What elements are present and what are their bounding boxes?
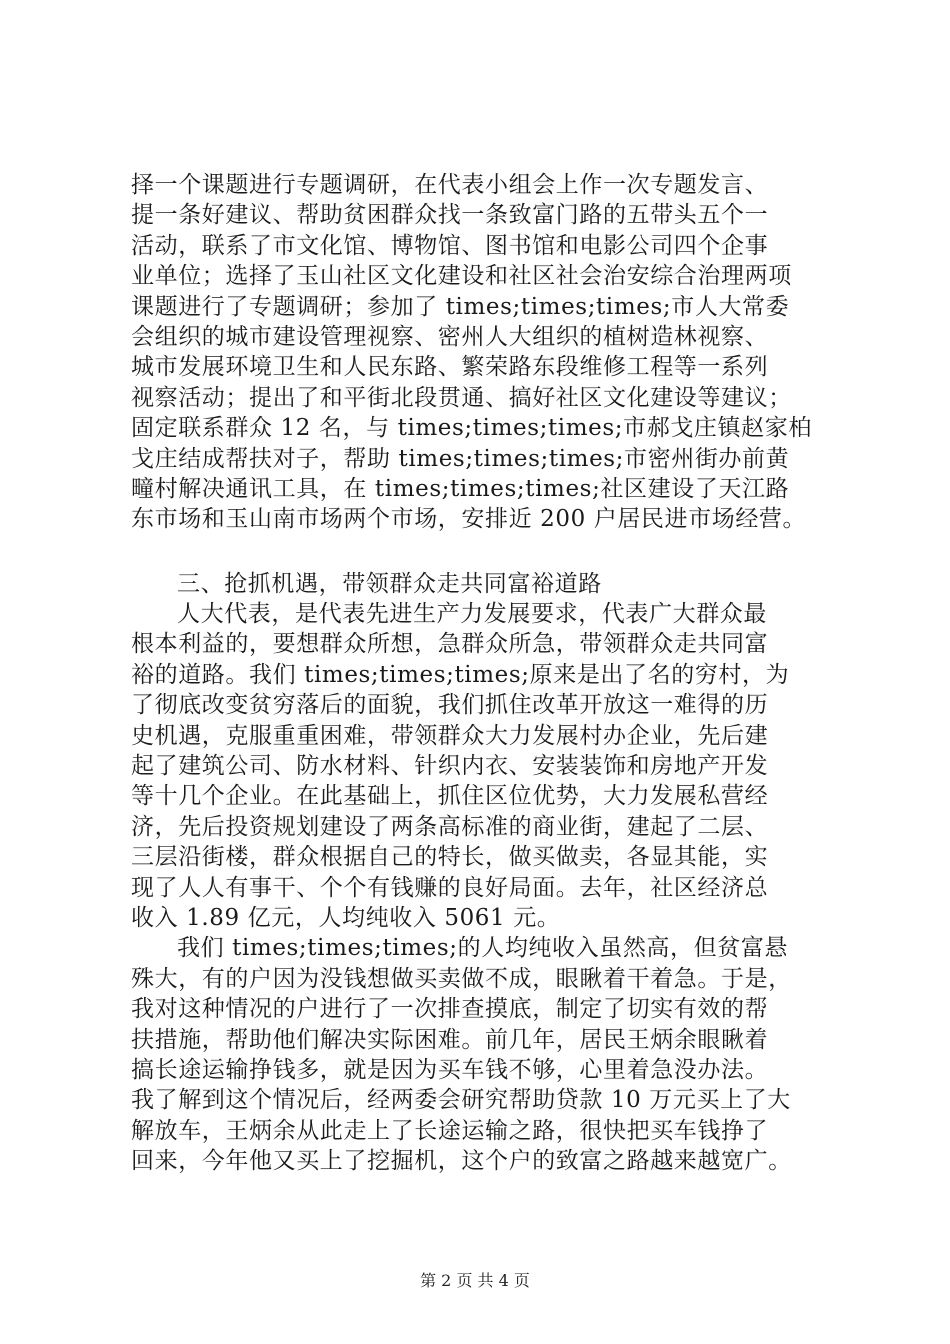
paragraph-line: 人大代表，是代表先进生产力发展要求，代表广大群众最	[177, 601, 767, 628]
paragraph-line: 提一条好建议、帮助贫困群众找一条致富门路的五带头五个一	[131, 202, 769, 229]
paragraph-line: 东市场和玉山南市场两个市场，安排近 200 户居民进市场经营。	[131, 506, 807, 533]
page-number-footer: 第 2 页 共 4 页	[420, 1271, 530, 1290]
paragraph-line: 殊大，有的户因为没钱想做买卖做不成，眼瞅着干着急。于是，	[131, 965, 792, 992]
paragraph-line: 等十几个企业。在此基础上，抓住区位优势，大力发展私营经	[131, 783, 769, 810]
paragraph-line: 疃村解决通讯工具，在 times;times;times;社区建设了天江路	[131, 475, 790, 502]
paragraph-line: 搞长途运输挣钱多，就是因为买车钱不够，心里着急没办法。	[131, 1056, 769, 1083]
paragraph-line: 我们 times;times;times;的人均纯收入虽然高，但贫富悬	[177, 935, 789, 962]
document-body	[131, 170, 831, 1177]
paragraph-1	[131, 170, 831, 535]
paragraph-line: 根本利益的，要想群众所想，急群众所急，带领群众走共同富	[131, 631, 769, 658]
paragraph-line: 三层沿街楼，群众根据自己的特长，做买做卖，各显其能，实	[131, 844, 769, 871]
paragraph-line: 收入 1.89 亿元，人均纯收入 5061 元。	[131, 904, 561, 931]
paragraph-line: 城市发展环境卫生和人民东路、繁荣路东段维修工程等一系列	[131, 354, 769, 381]
paragraph-line: 视察活动；提出了和平街北段贯通、搞好社区文化建设等建议；	[131, 384, 792, 411]
paragraph-line: 起了建筑公司、防水材料、针织内衣、安装装饰和房地产开发	[131, 753, 769, 780]
paragraph-3	[131, 933, 831, 1176]
paragraph-line: 课题进行了专题调研；参加了 times;times;times;市人大常委	[131, 293, 790, 320]
paragraph-line: 择一个课题进行专题调研，在代表小组会上作一次专题发言、	[131, 172, 769, 198]
paragraph-line: 济，先后投资规划建设了两条高标准的商业街，建起了二层、	[131, 813, 769, 840]
paragraph-line: 回来，今年他又买上了挖掘机，这个户的致富之路越来越宽广。	[131, 1148, 792, 1175]
paragraph-line: 裕的道路。我们 times;times;times;原来是出了名的穷村，为	[131, 661, 790, 688]
paragraph-line: 活动，联系了市文化馆、博物馆、图书馆和电影公司四个企事	[131, 232, 769, 259]
paragraph-2	[131, 599, 831, 933]
paragraph-line: 业单位；选择了玉山社区文化建设和社区社会治安综合治理两项	[131, 263, 792, 290]
paragraph-line: 扶措施，帮助他们解决实际困难。前几年，居民王炳余眼瞅着	[131, 1026, 769, 1053]
paragraph-line: 固定联系群众 12 名，与 times;times;times;市郝戈庄镇赵家柏	[131, 415, 812, 442]
paragraph-line: 我了解到这个情况后，经两委会研究帮助贷款 10 万元买上了大	[131, 1087, 791, 1114]
paragraph-line: 史机遇，克服重重困难，带领群众大力发展村办企业，先后建	[131, 722, 769, 749]
section-heading: 三、抢抓机遇，带领群众走共同富裕道路	[177, 570, 602, 597]
paragraph-line: 解放车，王炳余从此走上了长途运输之路，很快把买车钱挣了	[131, 1117, 769, 1144]
paragraph-line: 了彻底改变贫穷落后的面貌，我们抓住改革开放这一难得的历	[131, 692, 769, 719]
paragraph-line: 戈庄结成帮扶对子，帮助 times;times;times;市密州街办前黄	[131, 445, 790, 472]
paragraph-line: 我对这种情况的户进行了一次排查摸底，制定了切实有效的帮	[131, 996, 769, 1023]
paragraph-line: 会组织的城市建设管理视察、密州人大组织的植树造林视察、	[131, 323, 769, 350]
paragraph-line: 现了人人有事干、个个有钱赚的良好局面。去年，社区经济总	[131, 874, 769, 901]
